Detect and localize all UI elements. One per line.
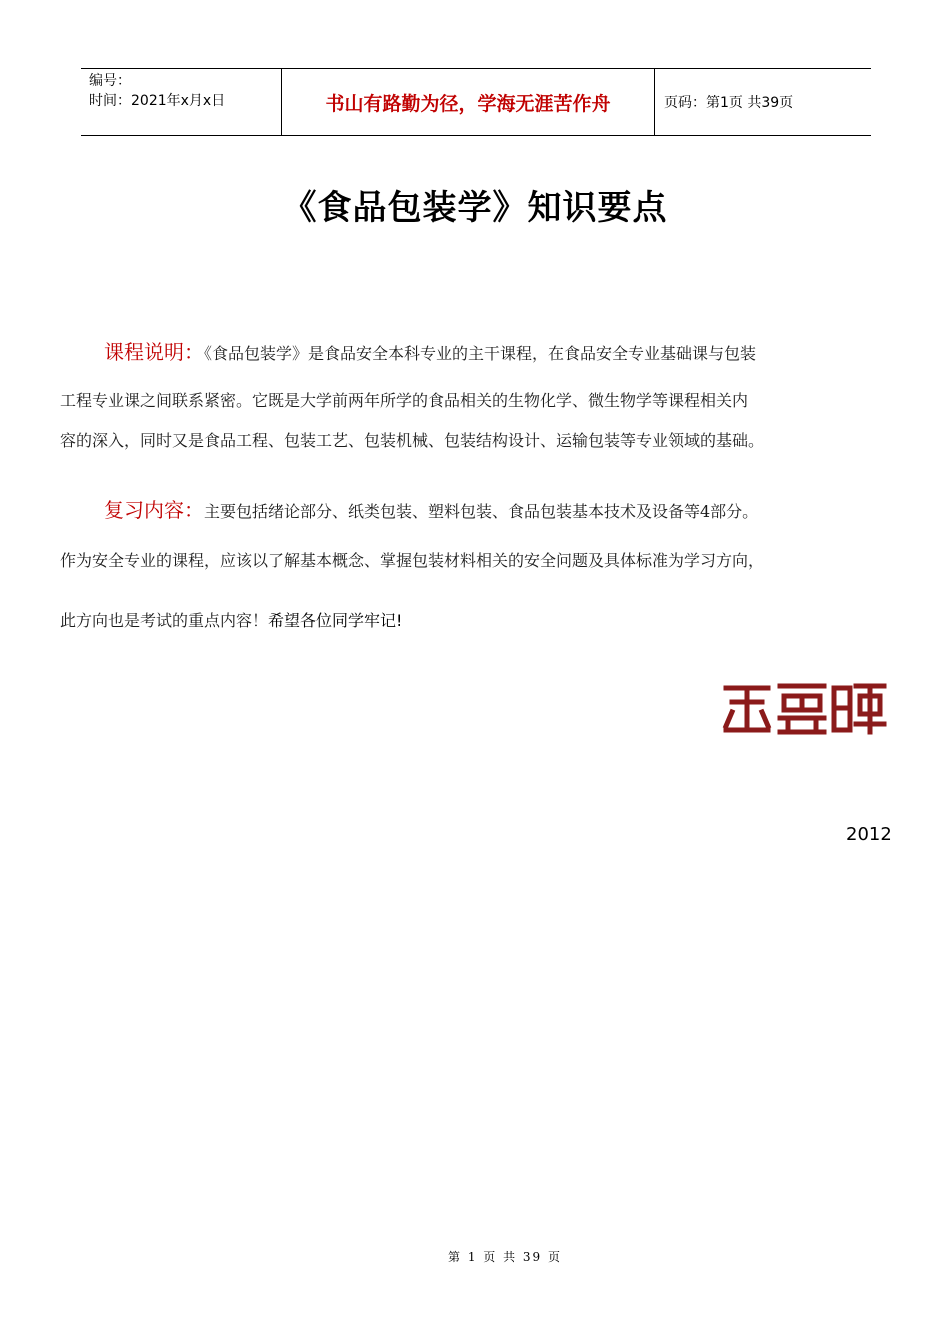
course-description-line1: 《食品包装学》是食品安全本科专业的主干课程，在食品安全专业基础课与包装 bbox=[204, 344, 757, 363]
year: 2012 bbox=[846, 824, 892, 845]
review-content-line1: 主要包括绪论部分、纸类包装、塑料包装、食品包装基本技术及设备等4部分。 bbox=[204, 502, 759, 521]
page-footer: 第 1 页 共 39 页 bbox=[448, 1250, 562, 1264]
review-content-label: 复习内容： bbox=[104, 498, 204, 522]
review-content-line3b: 希望各位同学牢记! bbox=[268, 611, 403, 630]
page-header bbox=[81, 68, 871, 136]
seal-signature-icon bbox=[722, 680, 888, 736]
course-description-label: 课程说明： bbox=[104, 340, 204, 364]
header-number: 编号： bbox=[89, 73, 131, 89]
course-description-line3: 容的深入，同时又是食品工程、包装工艺、包装机械、包装结构设计、运输包装等专业领域的基础。 bbox=[60, 431, 765, 450]
course-description-line2: 工程专业课之间联系紧密。它既是大学前两年所学的食品相关的生物化学、微生物学等课程相关内 bbox=[60, 391, 749, 410]
document-title: 《食品包装学》知识要点 bbox=[282, 188, 668, 228]
header-meta bbox=[81, 69, 282, 135]
review-content-line2: 作为安全专业的课程，应该以了解基本概念、掌握包装材料相关的安全问题及具体标准为学习方向， bbox=[60, 551, 765, 570]
header-motto: 书山有路勤为径，学海无涯苦作舟 bbox=[282, 69, 655, 135]
header-time: 时间：2021年x月x日 bbox=[89, 93, 226, 109]
review-content-line3a: 此方向也是考试的重点内容！ bbox=[60, 611, 269, 630]
header-page-info: 页码：第1页 共39页 bbox=[664, 95, 794, 111]
